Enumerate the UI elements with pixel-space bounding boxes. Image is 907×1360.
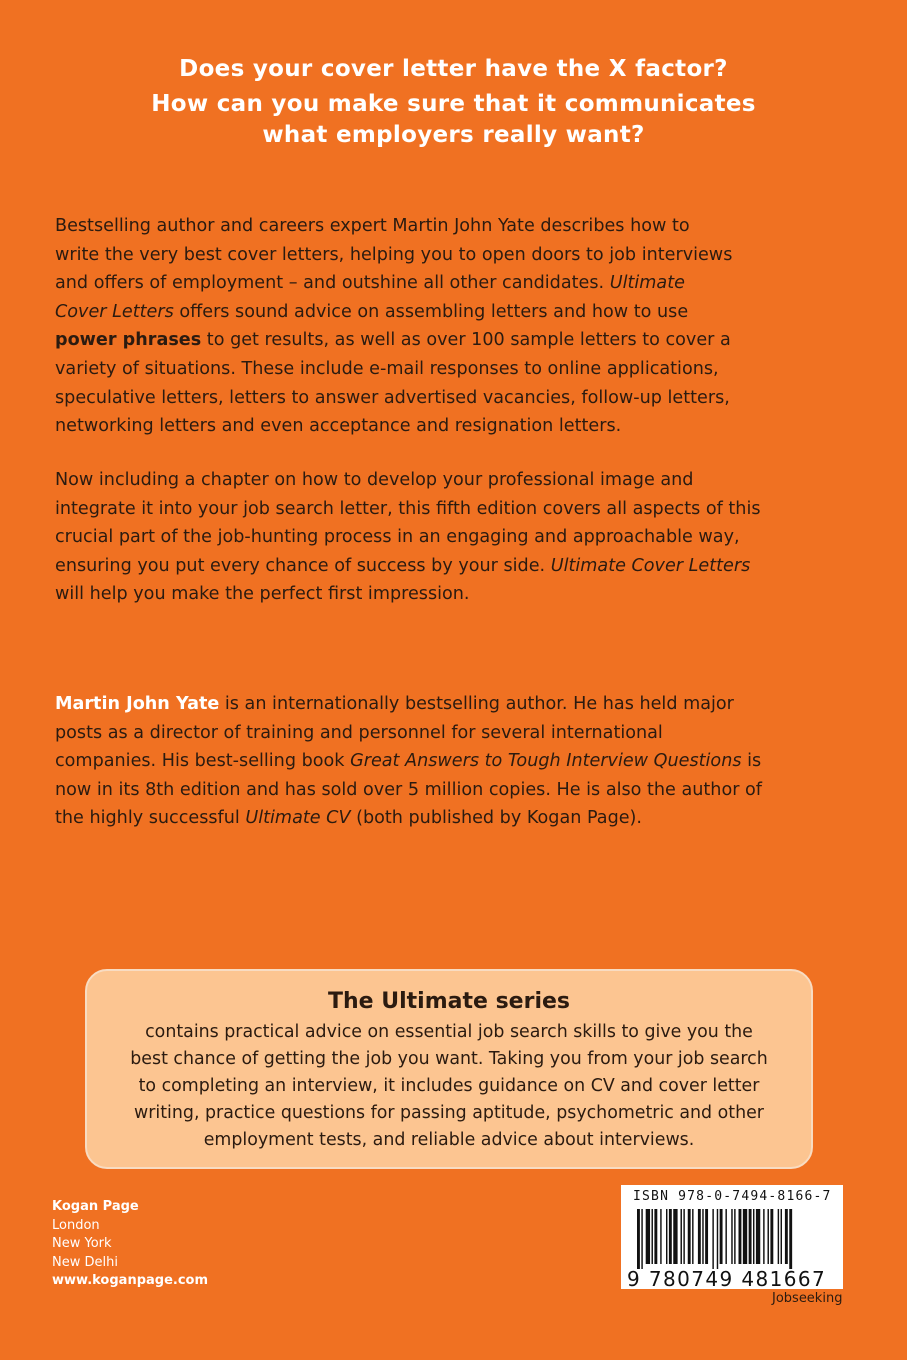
text-line: variety of situations. These include e-mail responses to online applications, bbox=[55, 358, 719, 379]
text-line: integrate it into your job search letter, this fifth edition covers all aspects of this bbox=[55, 498, 761, 519]
barcode-bar bbox=[749, 1209, 752, 1264]
description-paragraph-1 bbox=[55, 212, 855, 441]
text-line: writing, practice questions for passing aptitude, psychometric and other bbox=[134, 1103, 764, 1123]
barcode-bar bbox=[753, 1209, 754, 1264]
text-line: employment tests, and reliable advice about interviews. bbox=[203, 1130, 695, 1150]
publisher-url[interactable]: www.koganpage.com bbox=[52, 1273, 209, 1288]
barcode-bar bbox=[692, 1209, 693, 1264]
barcode-bar bbox=[720, 1209, 723, 1264]
headline-question-2-line-a: How can you make sure that it communicates bbox=[151, 91, 756, 117]
text-line: best chance of getting the job you want. Taking you from your job search bbox=[130, 1049, 768, 1069]
text-line: Bestselling author and careers expert Martin John Yate describes how to bbox=[55, 216, 690, 236]
publisher-name: Kogan Page bbox=[52, 1199, 139, 1214]
barcode-bar bbox=[660, 1209, 661, 1264]
barcode-bar bbox=[781, 1209, 782, 1264]
barcode-bar bbox=[778, 1209, 779, 1264]
barcode-bar bbox=[712, 1209, 713, 1269]
power-phrases-bold: power phrases bbox=[55, 330, 202, 351]
book-title-italic: Ultimate CV bbox=[245, 808, 351, 829]
barcode-bar bbox=[666, 1209, 667, 1264]
book-category: Jobseeking bbox=[772, 1291, 843, 1306]
series-title: The Ultimate series bbox=[328, 989, 570, 1014]
publisher-city: London bbox=[52, 1217, 100, 1233]
text-line bbox=[55, 269, 855, 298]
barcode-bar bbox=[669, 1209, 672, 1264]
publisher-city: New York bbox=[52, 1236, 112, 1251]
isbn-barcode bbox=[621, 1185, 843, 1289]
text-run: (both published by Kogan Page). bbox=[350, 808, 643, 829]
barcode-bar bbox=[641, 1209, 642, 1269]
isbn-number: ISBN 978-0-7494-8166-7 bbox=[633, 1189, 832, 1204]
text-line: contains practical advice on essential job search skills to give you the bbox=[145, 1022, 753, 1042]
text-line bbox=[55, 747, 855, 776]
ultimate-series-box bbox=[85, 969, 813, 1169]
barcode-bar bbox=[785, 1209, 788, 1264]
barcode-bar bbox=[654, 1209, 657, 1264]
book-title-italic: Ultimate Cover Letters bbox=[550, 555, 751, 576]
book-title-italic: Ultimate bbox=[609, 273, 685, 294]
barcode-bar bbox=[646, 1209, 650, 1264]
book-title-italic: Cover Letters bbox=[55, 301, 174, 322]
barcode-bar bbox=[763, 1209, 764, 1264]
text-line bbox=[55, 690, 855, 719]
text-line bbox=[55, 326, 855, 355]
text-run: offers sound advice on assembling letters and how to use bbox=[173, 301, 689, 322]
text-run: to get results, as well as over 100 sample letters to cover a bbox=[201, 330, 731, 351]
text-line: to completing an interview, it includes guidance on CV and cover letter bbox=[138, 1076, 760, 1096]
barcode-bar bbox=[739, 1209, 742, 1264]
text-run: the highly successful bbox=[55, 808, 246, 829]
barcode-bar bbox=[717, 1209, 718, 1269]
text-line: Now including a chapter on how to develop your professional image and bbox=[55, 470, 694, 490]
barcode-bar bbox=[652, 1209, 653, 1264]
barcode-bar bbox=[768, 1209, 769, 1264]
barcode-bar bbox=[731, 1209, 732, 1264]
text-line: crucial part of the job-hunting process in an engaging and approachable way, bbox=[55, 527, 740, 548]
text-line: write the very best cover letters, helping you to open doors to job interviews bbox=[55, 244, 733, 265]
headline-question-1: Does your cover letter have the X factor? bbox=[179, 56, 728, 82]
barcode-bar bbox=[702, 1209, 703, 1264]
barcode-bar bbox=[673, 1209, 677, 1264]
barcode-bar bbox=[683, 1209, 684, 1264]
text-run: and offers of employment – and outshine all other candidates. bbox=[55, 273, 610, 294]
text-run: companies. His best-selling book bbox=[55, 751, 351, 772]
headline-question-2-line-b: what employers really want? bbox=[262, 122, 645, 148]
author-bio bbox=[55, 690, 855, 833]
barcode-bar bbox=[681, 1209, 682, 1264]
barcode-bar bbox=[756, 1209, 760, 1264]
text-line: posts as a director of training and personnel for several international bbox=[55, 722, 663, 743]
barcode-bar bbox=[637, 1209, 640, 1269]
publisher-info bbox=[52, 1198, 208, 1291]
text-line bbox=[55, 298, 855, 327]
text-line: speculative letters, letters to answer advertised vacancies, follow-up letters, bbox=[55, 387, 730, 408]
barcode-digits: 9 780749 481667 bbox=[627, 1267, 827, 1291]
barcode-bar bbox=[698, 1209, 701, 1264]
barcode-bar bbox=[734, 1209, 735, 1264]
book-title-italic: Great Answers to Tough Interview Questions bbox=[350, 751, 742, 772]
text-line: now in its 8th edition and has sold over 5 million copies. He is also the author of bbox=[55, 779, 763, 800]
text-run: ensuring you put every chance of success by your side. bbox=[55, 555, 551, 576]
back-cover-headline bbox=[0, 52, 907, 151]
barcode-bar bbox=[770, 1209, 773, 1264]
author-name: Martin John Yate bbox=[55, 694, 220, 714]
text-line: networking letters and even acceptance and resignation letters. bbox=[55, 416, 622, 437]
headline-question-2 bbox=[0, 89, 907, 151]
publisher-city: New Delhi bbox=[52, 1254, 118, 1270]
series-description bbox=[87, 1019, 811, 1154]
text-line bbox=[55, 804, 855, 833]
barcode-bars bbox=[627, 1209, 837, 1269]
description-paragraph-2 bbox=[55, 466, 855, 609]
text-run: is an internationally bestselling author. He has held major bbox=[219, 694, 734, 714]
barcode-bar bbox=[789, 1209, 792, 1269]
barcode-bar bbox=[743, 1209, 747, 1264]
barcode-bar bbox=[688, 1209, 691, 1264]
text-line: will help you make the perfect first impression. bbox=[55, 584, 470, 605]
barcode-bar bbox=[705, 1209, 708, 1264]
text-line bbox=[55, 552, 855, 581]
text-run: is bbox=[741, 751, 762, 772]
barcode-bar bbox=[725, 1209, 726, 1264]
